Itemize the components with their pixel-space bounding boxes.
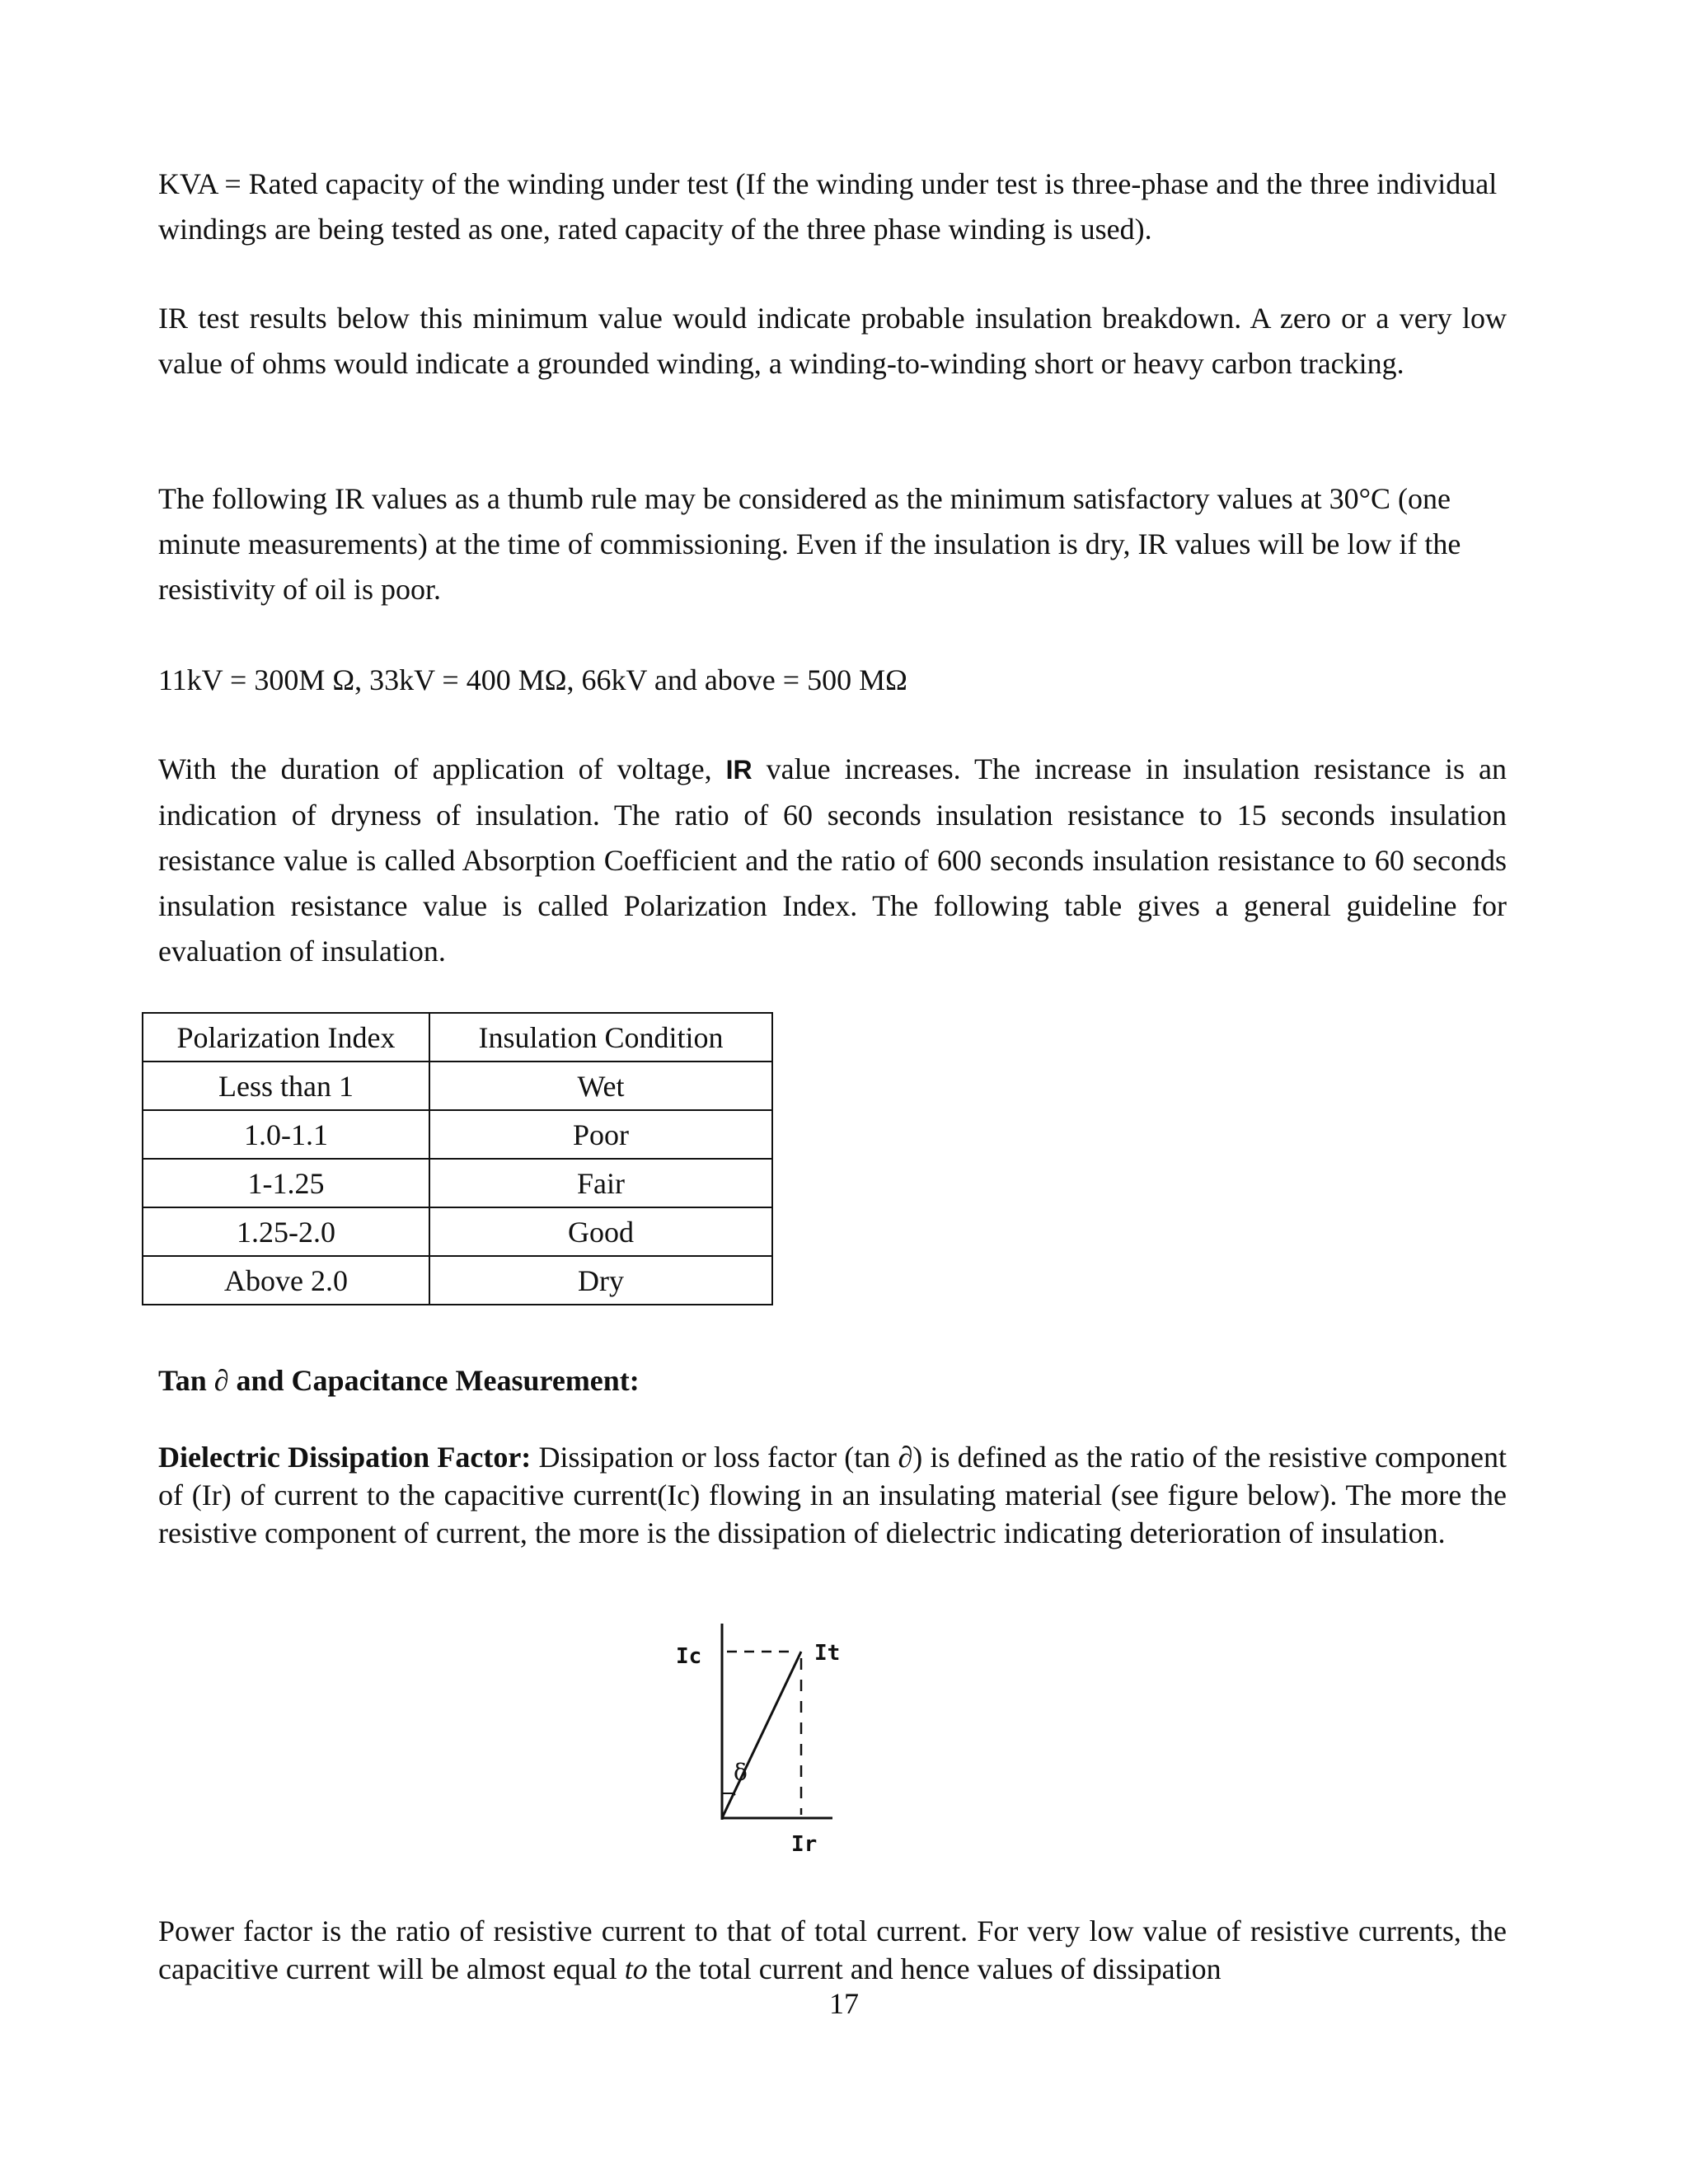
page-number: 17: [829, 1987, 859, 2020]
ddf-label: Dielectric Dissipation Factor:: [158, 1441, 532, 1474]
table-cell: Poor: [429, 1110, 772, 1159]
table-row: [143, 1256, 772, 1305]
table-cell: 1.25-2.0: [143, 1207, 429, 1256]
ddf-text: Dissipation or loss factor (tan ∂) is defined as the ratio of the resistive component of (Ir) of current to the capacitive current(Ic) flowing in an insulating material (see figure below). The more the resistive component of current, the more is the dissipation of dielectric indicating deterioration of insulation.: [158, 1441, 1507, 1549]
table-cell: Good: [429, 1207, 772, 1256]
table-row: [143, 1110, 772, 1159]
it-label: It: [814, 1641, 841, 1666]
duration-text-after: value increases. The increase in insulation resistance is an indication of dryness of insulation. The ratio of 60 seconds insulation resistance to 15 seconds insulation resistance value is called Absorption Coefficient and the ratio of 600 seconds insulation resistance to 60 seconds insulation resistance value is called Polarization Index. The following table gives a general guideline for evaluation of insulation.: [158, 752, 1507, 968]
thumb-rule-paragraph: The following IR values as a thumb rule may be considered as the minimum satisfactory values at 30°C (one minute measurements) at the time of commissioning. Even if the insulation is dry, IR values will be low if the resistivity of oil is poor.: [158, 482, 1461, 606]
duration-ir-bold: IR: [725, 755, 753, 785]
pf-text-after: the total current and hence values of dissipation: [647, 1952, 1221, 1985]
ir-values-line: 11kV = 300M Ω, 33kV = 400 MΩ, 66kV and above = 500 MΩ: [158, 663, 907, 696]
table-cell: Less than 1: [143, 1062, 429, 1110]
table-cell: Fair: [429, 1159, 772, 1207]
table-row: [143, 1159, 772, 1207]
table-cell: 1-1.25: [143, 1159, 429, 1207]
table-header-row: [143, 1013, 772, 1062]
duration-paragraph: [158, 747, 1507, 974]
table-cell: Dry: [429, 1256, 772, 1305]
table-row: [143, 1207, 772, 1256]
duration-text-before: With the duration of application of voltage,: [158, 752, 726, 785]
ir-results-paragraph: IR test results below this minimum value would indicate probable insulation breakdown. A zero or a very low value of ohms would indicate a grounded winding, a winding-to-winding short or heavy carbon tracking.: [158, 302, 1507, 380]
dissipation-factor-figure: [659, 1607, 857, 1871]
power-factor-paragraph: [158, 1912, 1507, 1988]
ir-label: Ir: [791, 1832, 818, 1857]
table-cell: Above 2.0: [143, 1256, 429, 1305]
table-header-cell: Insulation Condition: [429, 1013, 772, 1062]
tan-delta-heading: Tan ∂ and Capacitance Measurement:: [158, 1364, 640, 1397]
table-cell: 1.0-1.1: [143, 1110, 429, 1159]
polarization-index-table: [142, 1012, 773, 1305]
ic-label: Ic: [676, 1644, 702, 1669]
delta-label: δ: [734, 1759, 748, 1786]
table-cell: Wet: [429, 1062, 772, 1110]
pf-text-before: Power factor is the ratio of resistive current to that of total current. For very low value of resistive currents, the capacitive current will be almost equal: [158, 1915, 1507, 1985]
pf-italic-to: to: [624, 1952, 648, 1985]
table-row: [143, 1062, 772, 1110]
table-header-cell: Polarization Index: [143, 1013, 429, 1062]
kva-paragraph: KVA = Rated capacity of the winding under test (If the winding under test is three-phase and the three individual windings are being tested as one, rated capacity of the three phase winding is used).: [158, 167, 1498, 246]
ddf-paragraph: [158, 1438, 1507, 1552]
